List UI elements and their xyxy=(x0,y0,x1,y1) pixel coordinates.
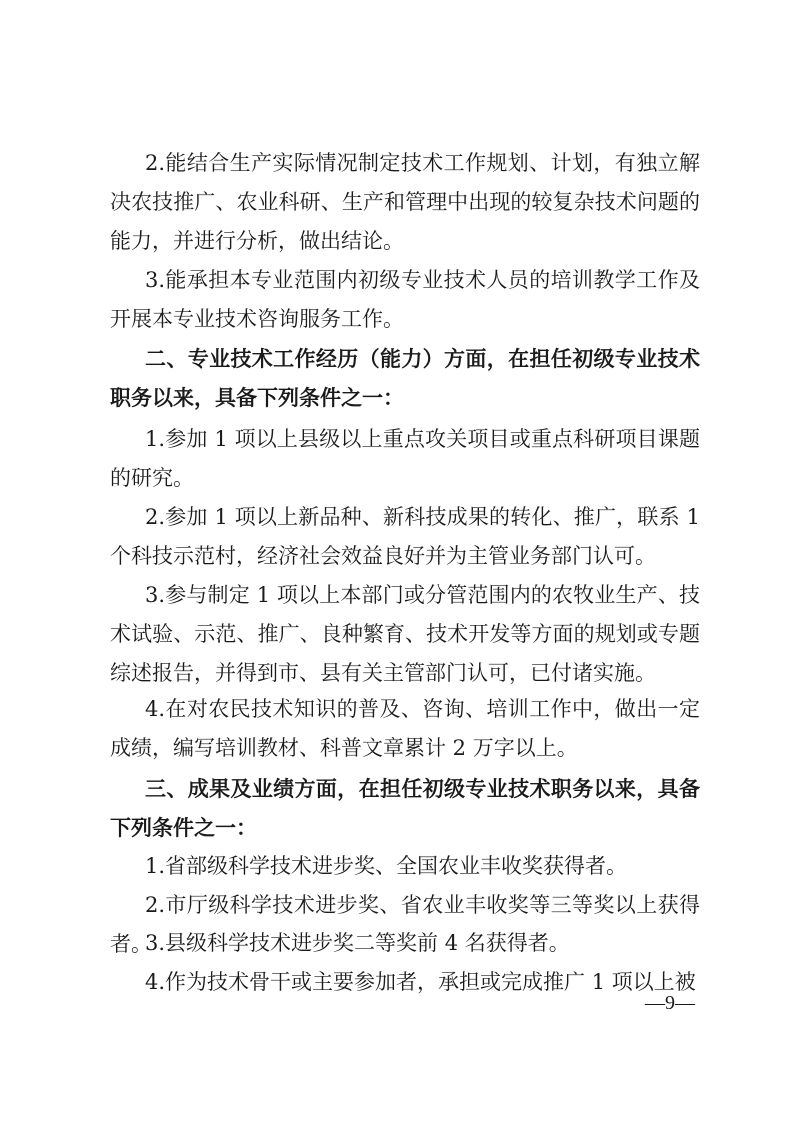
paragraph-training-ability: 3.能承担本专业范围内初级专业技术人员的培训教学工作及开展本专业技术咨询服务工作。 xyxy=(110,268,700,331)
page-number: —9— xyxy=(645,992,695,1014)
paragraph-municipal-award: 2.市厅级科学技术进步奖、省农业丰收奖等三等奖以上获得者。 xyxy=(110,893,700,956)
paragraph-farmer-training: 4.在对农民技术知识的普及、咨询、培训工作中，做出一定成绩，编写培训教材、科普文章累计 2 万字以上。 xyxy=(110,697,700,760)
paragraph-technical-backbone: 4.作为技术骨干或主要参加者，承担或完成推广 1 项以上被 xyxy=(145,970,696,994)
section-heading-work-experience: 二、专业技术工作经历（能力）方面，在担任初级专业技术职务以来，具备下列条件之一： xyxy=(110,346,700,410)
paragraph-planning-report: 3.参与制定 1 项以上本部门或分管范围内的农牧业生产、技术试验、示范、推广、良种繁育、技术开发等方面的规划或专题综述报告，并得到市、县有关主管部门认可，已付诸实施。 xyxy=(110,583,700,685)
paragraph-new-variety-promotion: 2.参加 1 项以上新品种、新科技成果的转化、推广，联系 1 个科技示范村，经济社会效益良好并为主管业务部门认可。 xyxy=(110,505,700,568)
paragraph-planning-ability: 2.能结合生产实际情况制定技术工作规划、计划，有独立解决农技推广、农业科研、生产和管理中出现的较复杂技术问题的能力，并进行分析，做出结论。 xyxy=(110,151,700,253)
paragraph-provincial-award: 1.省部级科学技术进步奖、全国农业丰收奖获得者。 xyxy=(145,854,628,878)
paragraph-research-project: 1.参加 1 项以上县级以上重点攻关项目或重点科研项目课题的研究。 xyxy=(110,427,700,490)
section-heading-achievements: 三、成果及业绩方面，在担任初级专业技术职务以来，具备下列条件之一： xyxy=(110,776,700,840)
paragraph-county-award: 3.县级科学技术进步奖二等奖前 4 名获得者。 xyxy=(145,931,570,955)
